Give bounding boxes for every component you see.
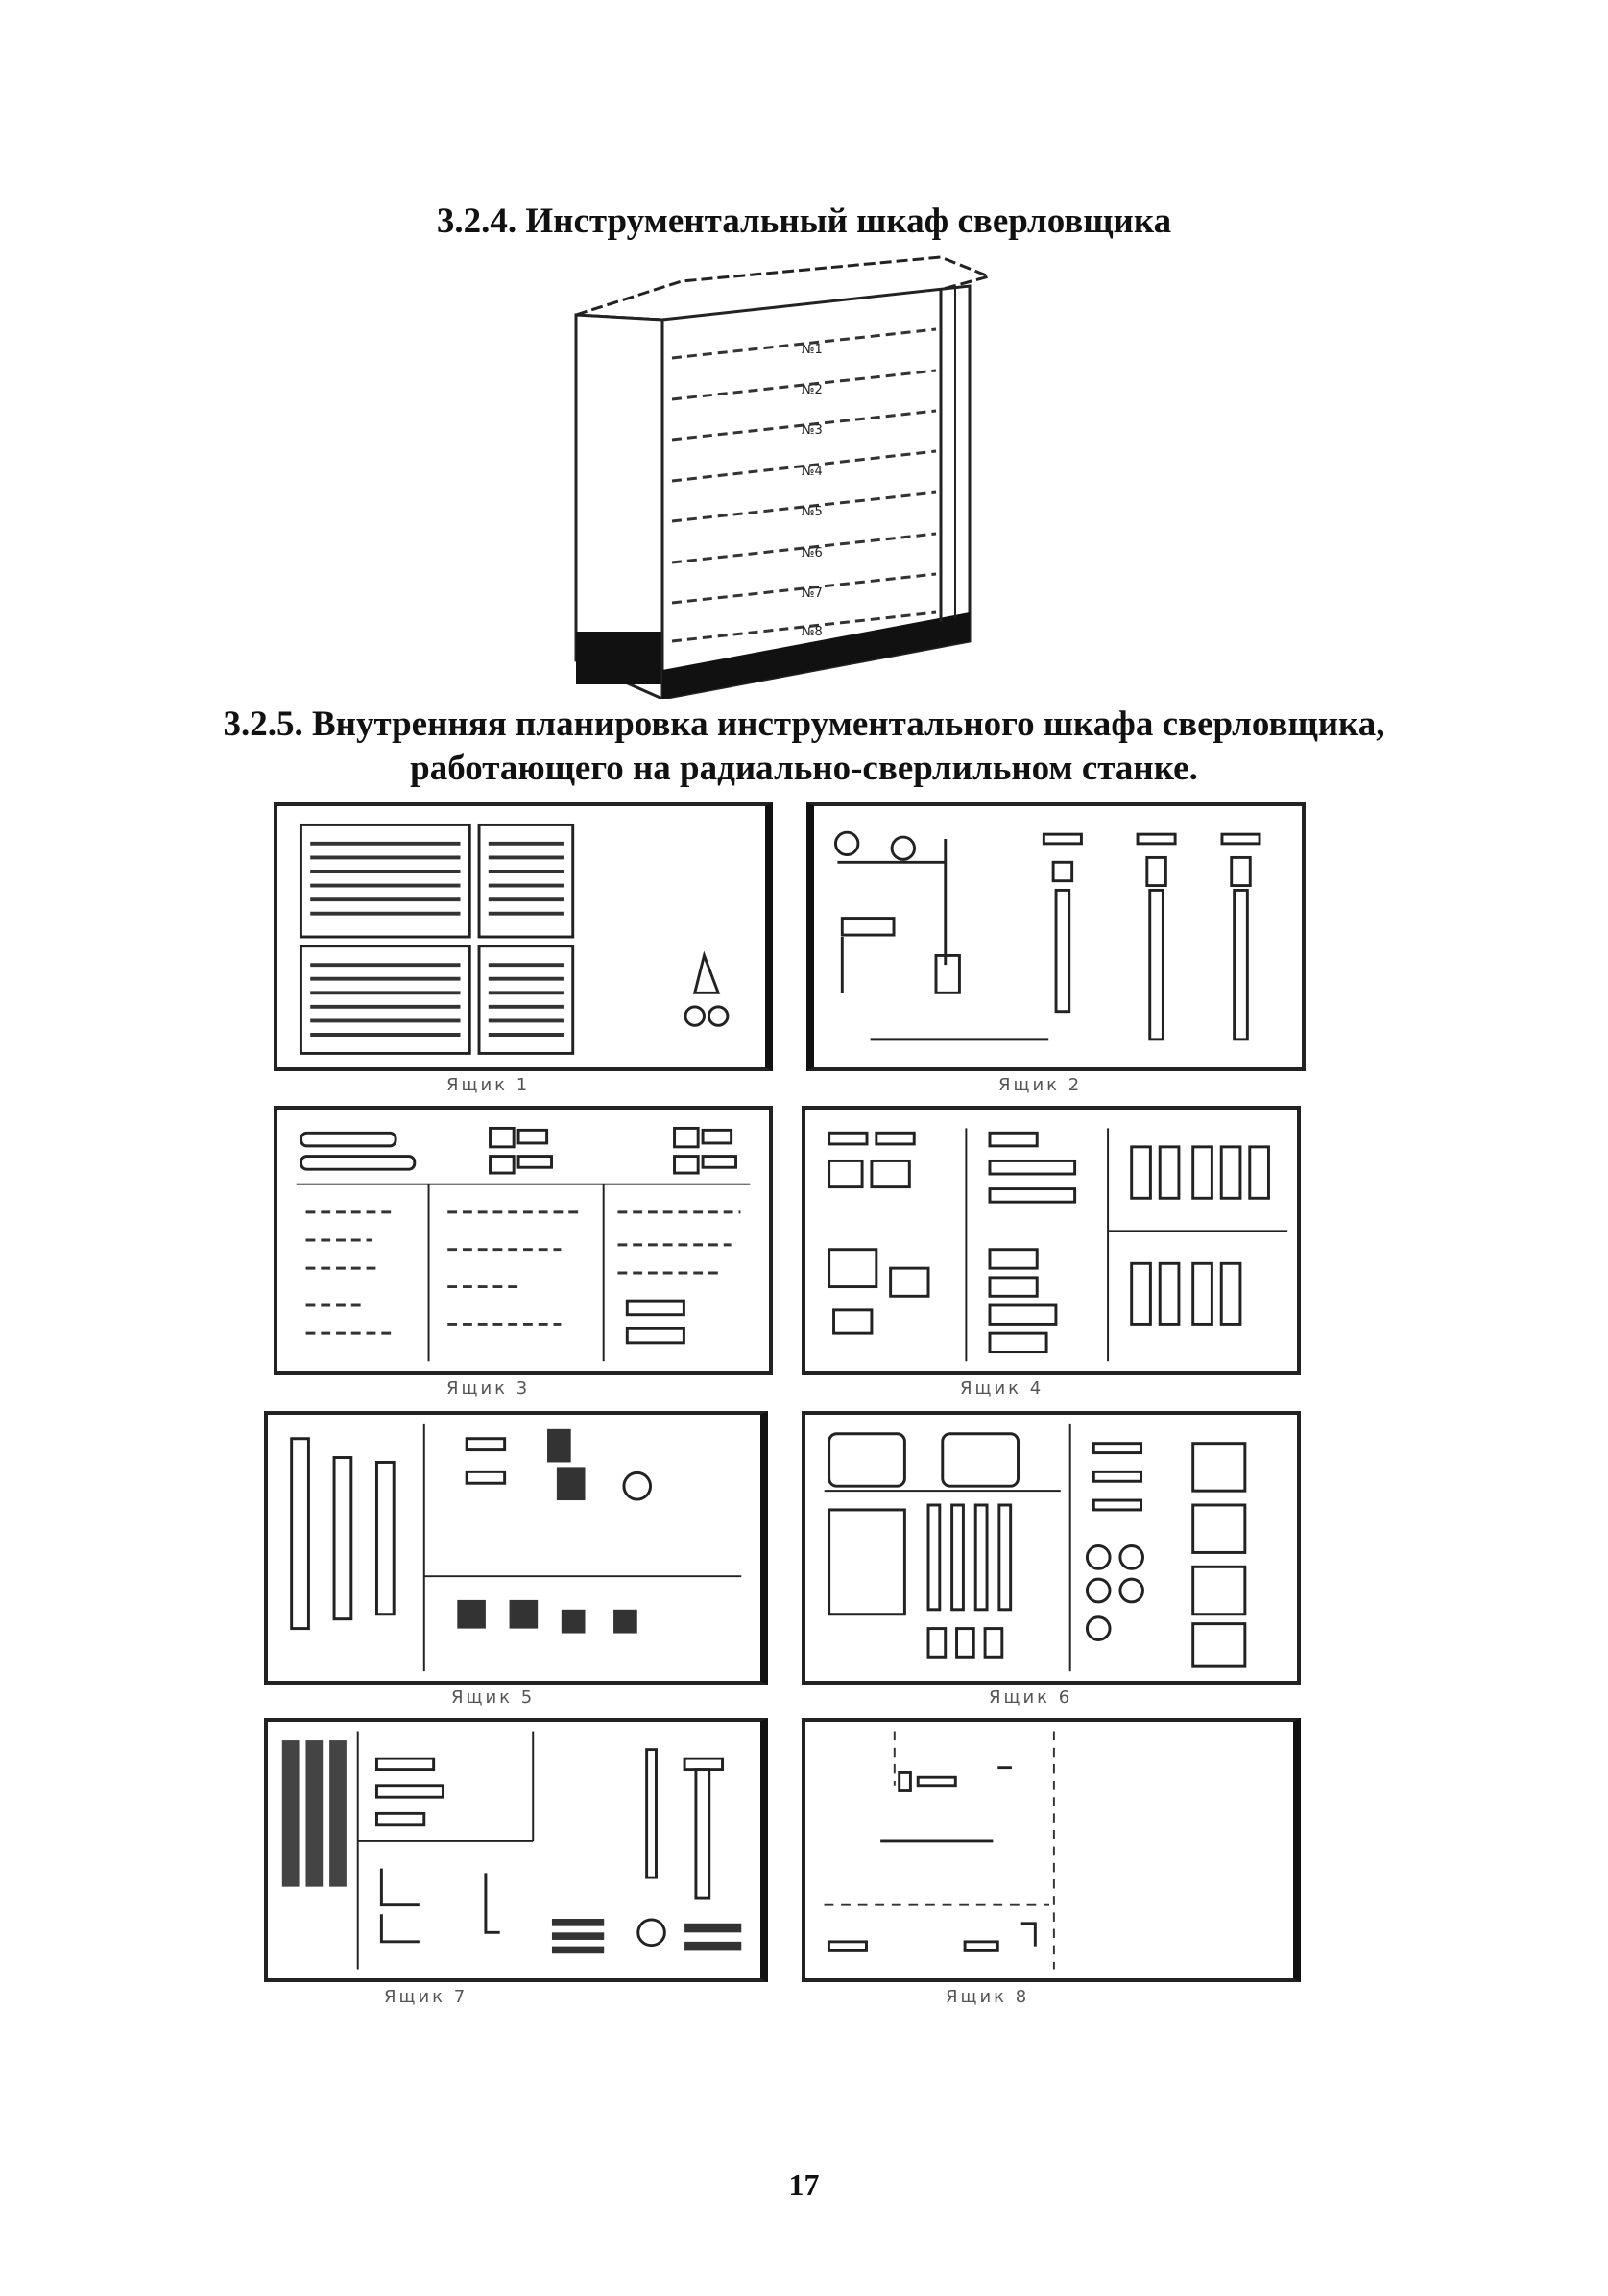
drawer-mark: №7 xyxy=(802,586,823,601)
drawer-layout-panel-4 xyxy=(802,1106,1301,1375)
drawer-mark: №1 xyxy=(802,343,823,357)
section-heading-3-2-5 xyxy=(0,703,1608,791)
drawer-layout-panel-6 xyxy=(802,1411,1301,1685)
drawer-mark: №3 xyxy=(802,423,823,438)
panel-label-6: Ящик 6 xyxy=(989,1687,1073,1708)
drawer-layout-panel-2 xyxy=(806,802,1306,1071)
panel-label-8: Ящик 8 xyxy=(946,1987,1030,2007)
section-heading-3-2-4: 3.2.4. Инструментальный шкаф сверловщика xyxy=(436,202,1172,241)
panel-label-3: Ящик 3 xyxy=(446,1378,531,1399)
drawer-layout-panel-3 xyxy=(274,1106,773,1375)
heading-line-1: 3.2.5. Внутренняя планировка инструментального шкафа сверловщика, xyxy=(223,705,1385,744)
drawer-layout-panel-8 xyxy=(802,1718,1301,1982)
drawer-layout-panel-7 xyxy=(264,1718,768,1982)
panel-label-7: Ящик 7 xyxy=(384,1987,468,2007)
panel-label-5: Ящик 5 xyxy=(451,1687,536,1708)
tool-cabinet-illustration xyxy=(566,248,1018,699)
drawer-mark: №8 xyxy=(802,625,823,639)
panel-label-1: Ящик 1 xyxy=(446,1075,531,1095)
panel-label-2: Ящик 2 xyxy=(998,1075,1083,1095)
heading-line-2: работающего на радиально-сверлильном станке. xyxy=(410,749,1198,788)
drawer-layout-panel-1 xyxy=(274,802,773,1071)
drawer-mark: №4 xyxy=(802,465,823,479)
page-number: 17 xyxy=(788,2167,820,2202)
drawer-layout-panel-5 xyxy=(264,1411,768,1685)
panel-label-4: Ящик 4 xyxy=(960,1378,1044,1399)
drawer-mark: №6 xyxy=(802,546,823,561)
drawer-mark: №2 xyxy=(802,383,823,397)
drawer-mark: №5 xyxy=(802,505,823,519)
